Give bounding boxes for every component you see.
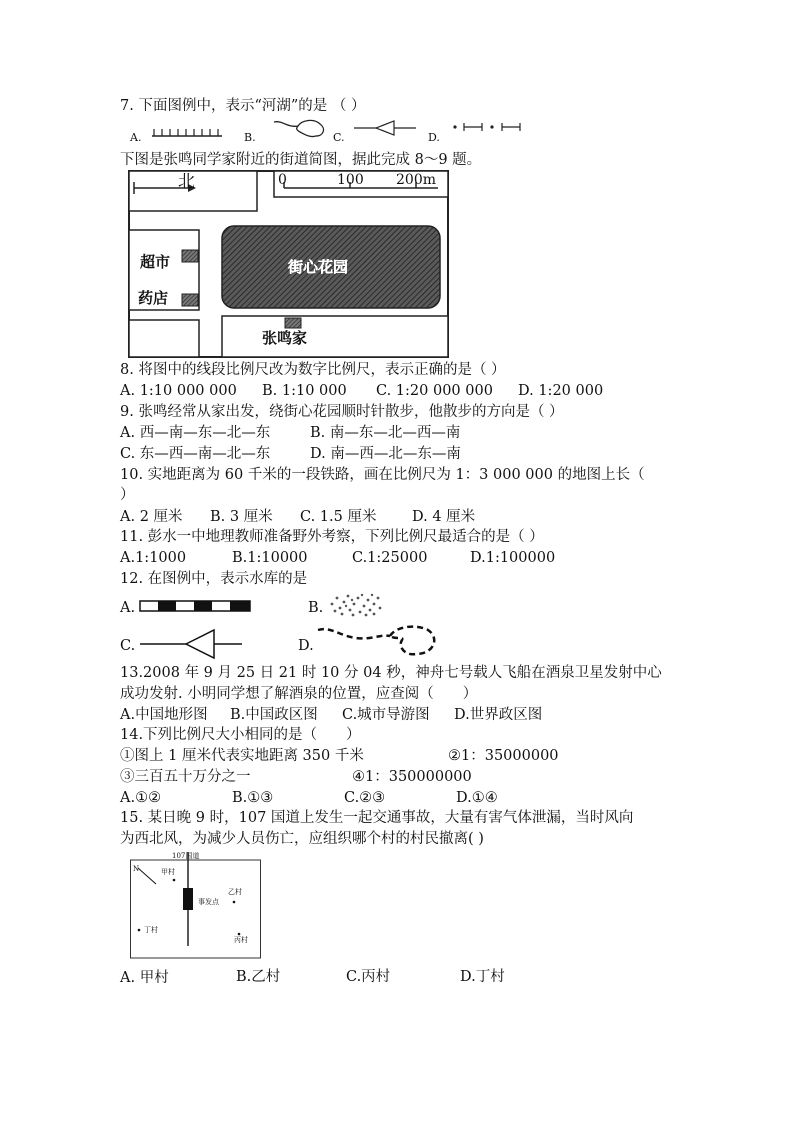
q15-stem-cont: 为西北风，为减少人员伤亡，应组织哪个村的村民撤离( ) xyxy=(120,831,484,847)
q12-label-b: B. xyxy=(308,600,324,616)
home-label: 张鸣家 xyxy=(262,329,308,347)
map-north-label: N xyxy=(133,865,140,873)
q12-label-a: A. xyxy=(120,600,136,616)
q8-option-b: B. 1:10 000 xyxy=(262,383,347,399)
q10-stem: 10. 实地距离为 60 千米的一段铁路，画在比例尺为 1：3 000 000 的地图上长（ xyxy=(120,467,645,483)
q12-legend-c-reservoir-icon xyxy=(140,628,244,660)
q14-option-d: D.①④ xyxy=(456,790,498,806)
q12-legend-b-marsh-icon xyxy=(328,592,384,618)
q14-item-3: ③三百五十万分之一 xyxy=(120,769,251,785)
pharmacy-marker xyxy=(182,294,198,306)
q11-option-b: B.1:10000 xyxy=(232,550,308,566)
q12-label-c: C. xyxy=(120,638,136,654)
q13-option-c: C.城市导游图 xyxy=(342,707,430,723)
q13-option-a: A.中国地形图 xyxy=(120,707,208,723)
village-ding-label: 丁村 xyxy=(144,926,158,934)
q14-option-c: C.②③ xyxy=(344,790,386,806)
q14-item-4: ④1：350000000 xyxy=(352,769,472,785)
q15-option-c: C.丙村 xyxy=(346,969,391,985)
accident-marker xyxy=(183,888,193,910)
q9-option-d: D. 南—西—北—东—南 xyxy=(310,446,461,462)
street-map-figure xyxy=(128,170,450,358)
village-yi-label: 乙村 xyxy=(228,888,242,896)
q13-option-d: D.世界政区图 xyxy=(454,707,543,723)
q15-option-a: A. 甲村 xyxy=(120,970,169,986)
village-ding-dot xyxy=(138,929,141,932)
home-marker xyxy=(285,318,301,328)
q7-legend-b-river-lake-icon xyxy=(274,116,328,140)
q8-option-d: D. 1:20 000 xyxy=(518,383,604,399)
q13-stem: 13.2008 年 9 月 25 日 21 时 10 分 04 秒，神舟七号载人飞船在酒泉卫星发射中心 xyxy=(120,665,662,681)
q7-label-d: D. xyxy=(428,131,440,144)
q14-item-1: ①图上 1 厘米代表实地距离 350 千米 xyxy=(120,748,364,764)
q10-option-c: C. 1.5 厘米 xyxy=(300,509,377,525)
village-yi-dot xyxy=(233,901,236,904)
road-label: 107国道 xyxy=(172,852,200,860)
park-label: 街心花园 xyxy=(288,258,349,276)
accident-map-figure xyxy=(130,850,262,960)
q9-option-a: A. 西—南—东—北—东 xyxy=(120,425,271,441)
q15-option-b: B.乙村 xyxy=(236,969,281,985)
supermarket-label: 超市 xyxy=(140,253,171,271)
q13-option-b: B.中国政区图 xyxy=(230,707,318,723)
q7-stem: 7. 下面图例中，表示“河湖”的是 （ ） xyxy=(120,98,366,114)
q9-option-c: C. 东—西—南—北—东 xyxy=(120,446,271,462)
q8-9-intro: 下图是张鸣同学家附近的街道简图，据此完成 8～9 题。 xyxy=(120,152,482,168)
q15-option-d: D.丁村 xyxy=(460,969,505,985)
scale-label-0: 0 xyxy=(278,172,287,188)
q12-stem: 12. 在图例中，表示水库的是 xyxy=(120,571,308,587)
north-label: 北 xyxy=(178,172,195,192)
q14-option-b: B.①③ xyxy=(232,790,274,806)
village-bing-dot xyxy=(238,933,241,936)
q11-stem: 11. 彭水一中地理教师准备野外考察，下列比例尺最适合的是（ ） xyxy=(120,529,544,545)
q10-option-d: D. 4 厘米 xyxy=(412,509,476,525)
q8-option-c: C. 1:20 000 000 xyxy=(376,383,493,399)
q14-option-a: A.①② xyxy=(120,790,162,806)
q14-stem: 14.下列比例尺大小相同的是（ ） xyxy=(120,727,361,743)
q11-option-c: C.1:25000 xyxy=(352,550,428,566)
q13-stem-cont: 成功发射. 小明同学想了解酒泉的位置，应查阅（ ） xyxy=(120,686,478,702)
scale-label-100: 100 xyxy=(337,172,364,188)
q10-option-b: B. 3 厘米 xyxy=(210,509,273,525)
village-jia-dot xyxy=(173,879,176,882)
village-jia-label: 甲村 xyxy=(161,868,175,876)
q15-stem: 15. 某日晚 9 时，107 国道上发生一起交通事故，大量有害气体泄漏，当时风向 xyxy=(120,810,634,826)
q10-stem-cont: ） xyxy=(120,487,135,503)
q12-legend-a-railway-icon xyxy=(140,601,252,613)
q11-option-a: A.1:1000 xyxy=(120,550,187,566)
q8-option-a: A. 1:10 000 000 xyxy=(120,383,237,399)
supermarket-marker xyxy=(182,250,198,262)
q9-option-b: B. 南—东—北—西—南 xyxy=(310,425,461,441)
accident-label: 事发点 xyxy=(198,898,219,906)
q12-label-d: D. xyxy=(298,638,314,654)
q10-option-a: A. 2 厘米 xyxy=(120,509,183,525)
q7-label-b: B. xyxy=(244,131,256,144)
q7-legend-d-boundary-icon xyxy=(452,120,522,134)
q7-label-c: C. xyxy=(333,131,345,144)
q7-legend-a-railway-icon xyxy=(152,126,224,140)
q11-option-d: D.1:100000 xyxy=(470,550,556,566)
village-bing-label: 丙村 xyxy=(234,936,248,944)
q7-legend-c-reservoir-icon xyxy=(354,120,418,136)
q14-item-2: ②1：35000000 xyxy=(448,748,559,764)
q8-stem: 8. 将图中的线段比例尺改为数字比例尺，表示正确的是（ ） xyxy=(120,362,506,378)
pharmacy-label: 药店 xyxy=(138,289,169,307)
q12-legend-d-seasonal-lake-icon xyxy=(316,624,440,660)
scale-label-200m: 200m xyxy=(396,172,436,188)
q9-stem: 9. 张鸣经常从家出发，绕街心花园顺时针散步，他散步的方向是（ ） xyxy=(120,404,564,420)
q7-label-a: A. xyxy=(130,131,142,144)
